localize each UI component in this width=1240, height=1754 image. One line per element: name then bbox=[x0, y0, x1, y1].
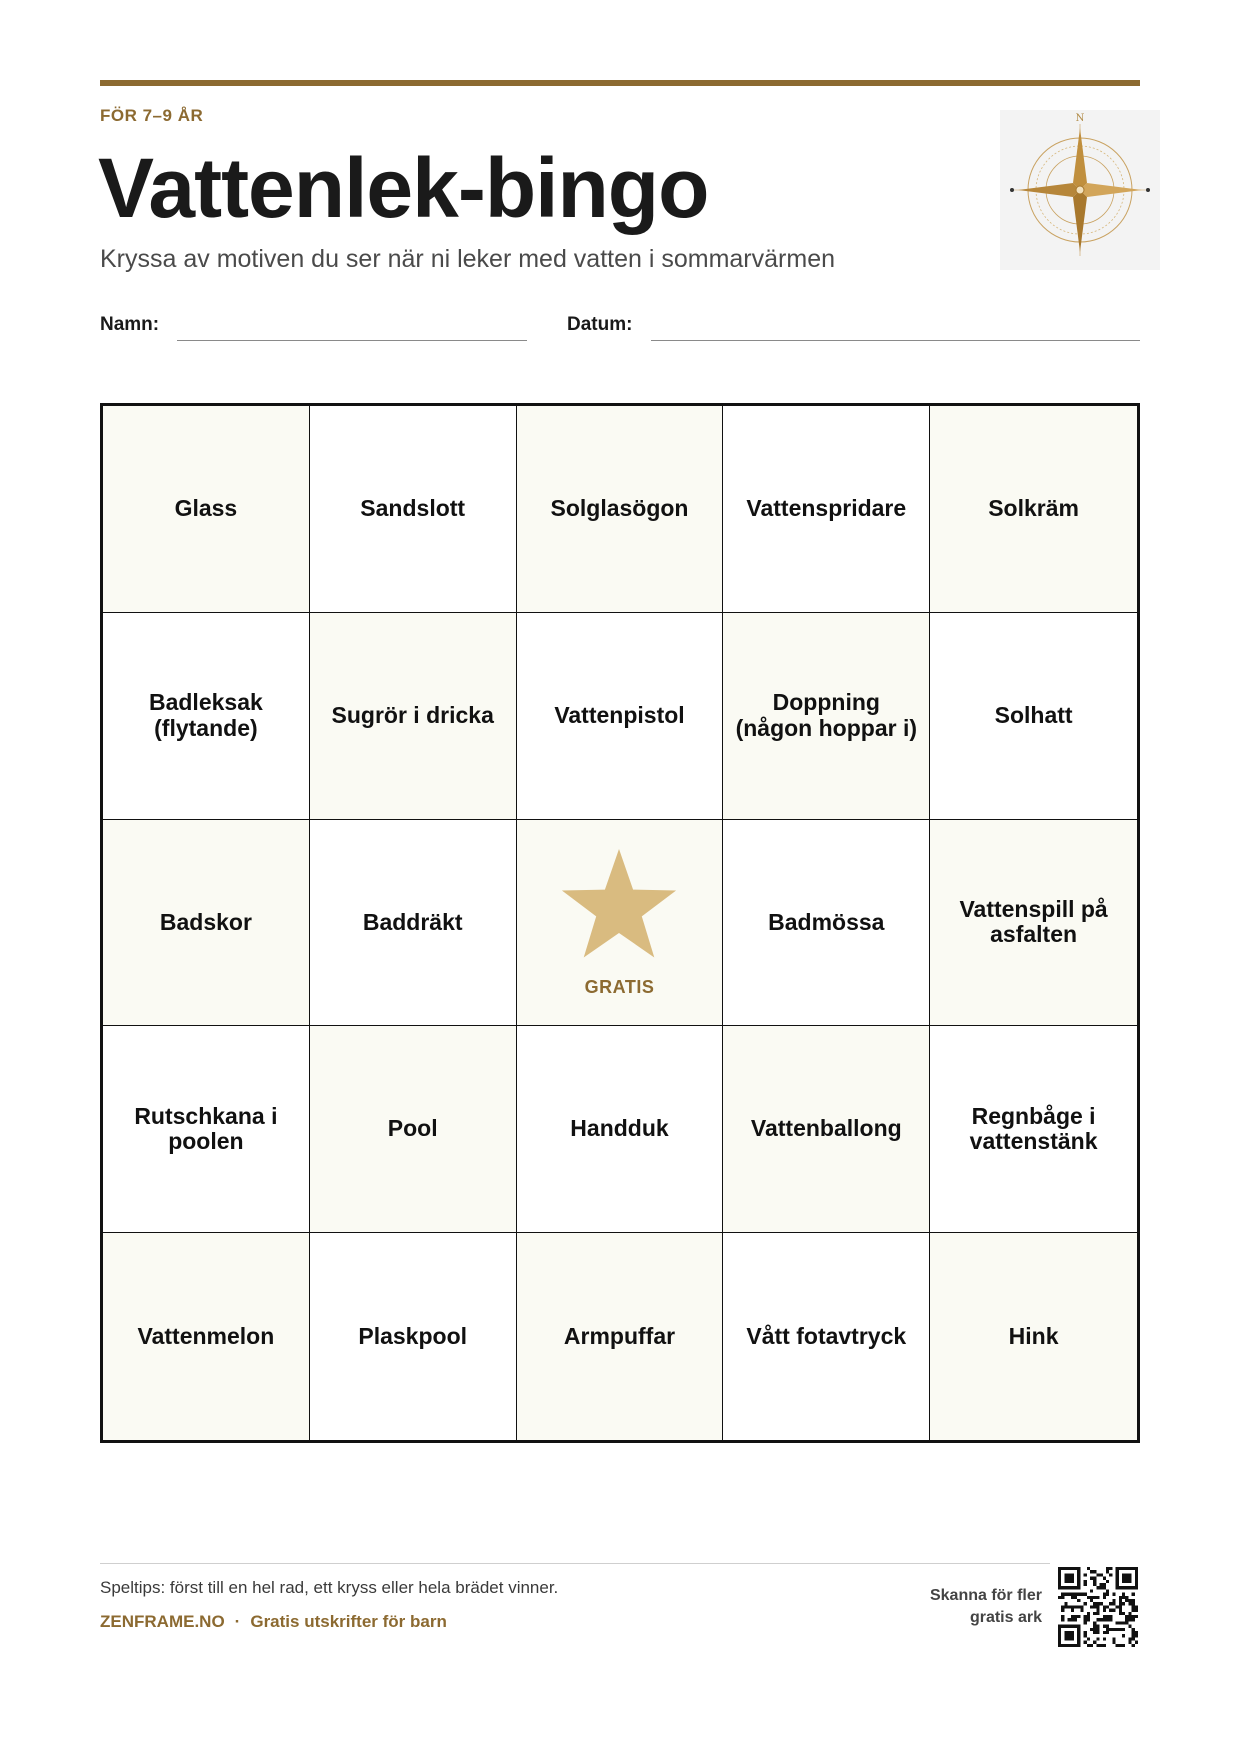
bingo-cell-label: Regnbåge i vattenstänk bbox=[969, 1102, 1098, 1155]
bingo-cell[interactable] bbox=[723, 406, 930, 613]
bingo-cell-label: Vattenspridare bbox=[746, 495, 907, 522]
bingo-cell[interactable] bbox=[310, 1233, 517, 1440]
bingo-cell-label: Vått fotavtryck bbox=[746, 1322, 907, 1349]
bingo-cell[interactable] bbox=[310, 820, 517, 1027]
bingo-cell[interactable] bbox=[930, 1026, 1137, 1233]
page-subtitle: Kryssa av motiven du ser när ni leker med vatten i sommarvärmen bbox=[100, 245, 835, 273]
bingo-cell-label: Badmössa bbox=[768, 908, 885, 935]
bingo-cell[interactable] bbox=[930, 820, 1137, 1027]
brand-separator: · bbox=[234, 1612, 241, 1631]
bingo-cell[interactable] bbox=[103, 1026, 310, 1233]
name-label: Namn: bbox=[100, 314, 160, 335]
brand-line bbox=[100, 1612, 447, 1632]
bingo-cell-label: Solhatt bbox=[994, 701, 1073, 728]
bingo-cell[interactable] bbox=[310, 613, 517, 820]
bingo-cell[interactable] bbox=[517, 406, 724, 613]
bingo-cell[interactable] bbox=[310, 406, 517, 613]
bingo-cell-label: Sugrör i dricka bbox=[331, 701, 494, 728]
bingo-cell-label: Sandslott bbox=[360, 495, 466, 522]
bingo-cell-label: Pool bbox=[387, 1115, 438, 1142]
bingo-cell[interactable] bbox=[930, 1233, 1137, 1440]
star-icon bbox=[559, 847, 679, 963]
scan-prompt-line2: gratis ark bbox=[969, 1608, 1042, 1626]
bingo-cell[interactable] bbox=[930, 613, 1137, 820]
bingo-cell-label: Badskor bbox=[159, 908, 252, 935]
qr-code[interactable] bbox=[1058, 1567, 1138, 1647]
play-tip: Speltips: först till en hel rad, ett kryss eller hela brädet vinner. bbox=[100, 1578, 559, 1597]
bingo-cell-label: Plaskpool bbox=[358, 1322, 468, 1349]
bingo-cell[interactable] bbox=[723, 613, 930, 820]
top-accent-rule bbox=[100, 80, 1140, 86]
bingo-cell-label: Solkräm bbox=[988, 495, 1079, 522]
bingo-cell-label: Hink bbox=[1008, 1322, 1059, 1349]
scan-prompt bbox=[930, 1585, 1042, 1628]
bingo-cell-label: Rutschkana i poolen bbox=[134, 1102, 278, 1155]
free-space-label: GRATIS bbox=[584, 977, 655, 998]
bingo-cell-label: Vattenpistol bbox=[554, 701, 685, 728]
bingo-cell[interactable] bbox=[103, 613, 310, 820]
bingo-cell[interactable] bbox=[723, 820, 930, 1027]
bingo-board bbox=[100, 403, 1140, 1443]
bingo-cell-label: Handduk bbox=[570, 1115, 669, 1142]
bingo-cell[interactable] bbox=[517, 1026, 724, 1233]
bingo-cell[interactable] bbox=[103, 1233, 310, 1440]
bingo-cell[interactable] bbox=[723, 1233, 930, 1440]
page-title: Vattenlek-bingo bbox=[98, 141, 709, 235]
bingo-cell-label: Baddräkt bbox=[362, 908, 463, 935]
bingo-cell[interactable] bbox=[723, 1026, 930, 1233]
bingo-cell[interactable] bbox=[310, 1026, 517, 1233]
bingo-cell-label: Glass bbox=[174, 495, 238, 522]
bingo-cell[interactable] bbox=[103, 820, 310, 1027]
free-space-cell[interactable] bbox=[517, 820, 724, 1027]
bingo-cell[interactable] bbox=[517, 613, 724, 820]
bingo-cell-label: Vattenmelon bbox=[137, 1322, 275, 1349]
bingo-cell-label: Badleksak (flytande) bbox=[148, 688, 263, 741]
bingo-cell-label: Vattenballong bbox=[750, 1115, 902, 1142]
bingo-cell[interactable] bbox=[103, 406, 310, 613]
bingo-cell[interactable] bbox=[517, 1233, 724, 1440]
date-label: Datum: bbox=[567, 314, 633, 335]
age-label: FÖR 7–9 ÅR bbox=[100, 106, 204, 125]
bingo-cell-label: Armpuffar bbox=[563, 1322, 676, 1349]
date-write-line[interactable] bbox=[651, 340, 1140, 341]
brand-tagline: Gratis utskrifter för barn bbox=[250, 1612, 447, 1631]
bingo-cell-label: Doppning (någon hoppar i) bbox=[735, 688, 917, 741]
scan-prompt-line1: Skanna för fler bbox=[929, 1587, 1042, 1604]
bingo-cell-label: Solglasögon bbox=[550, 495, 689, 522]
bingo-cell[interactable] bbox=[930, 406, 1137, 613]
bingo-cell-label: Vattenspill på asfalten bbox=[959, 895, 1108, 948]
name-write-line[interactable] bbox=[177, 340, 527, 341]
compass-north-letter: N bbox=[1075, 113, 1085, 124]
brand-name[interactable]: ZENFRAME.NO bbox=[100, 1612, 225, 1631]
compass-rose-icon bbox=[1000, 110, 1160, 270]
footer-divider bbox=[100, 1563, 1050, 1564]
